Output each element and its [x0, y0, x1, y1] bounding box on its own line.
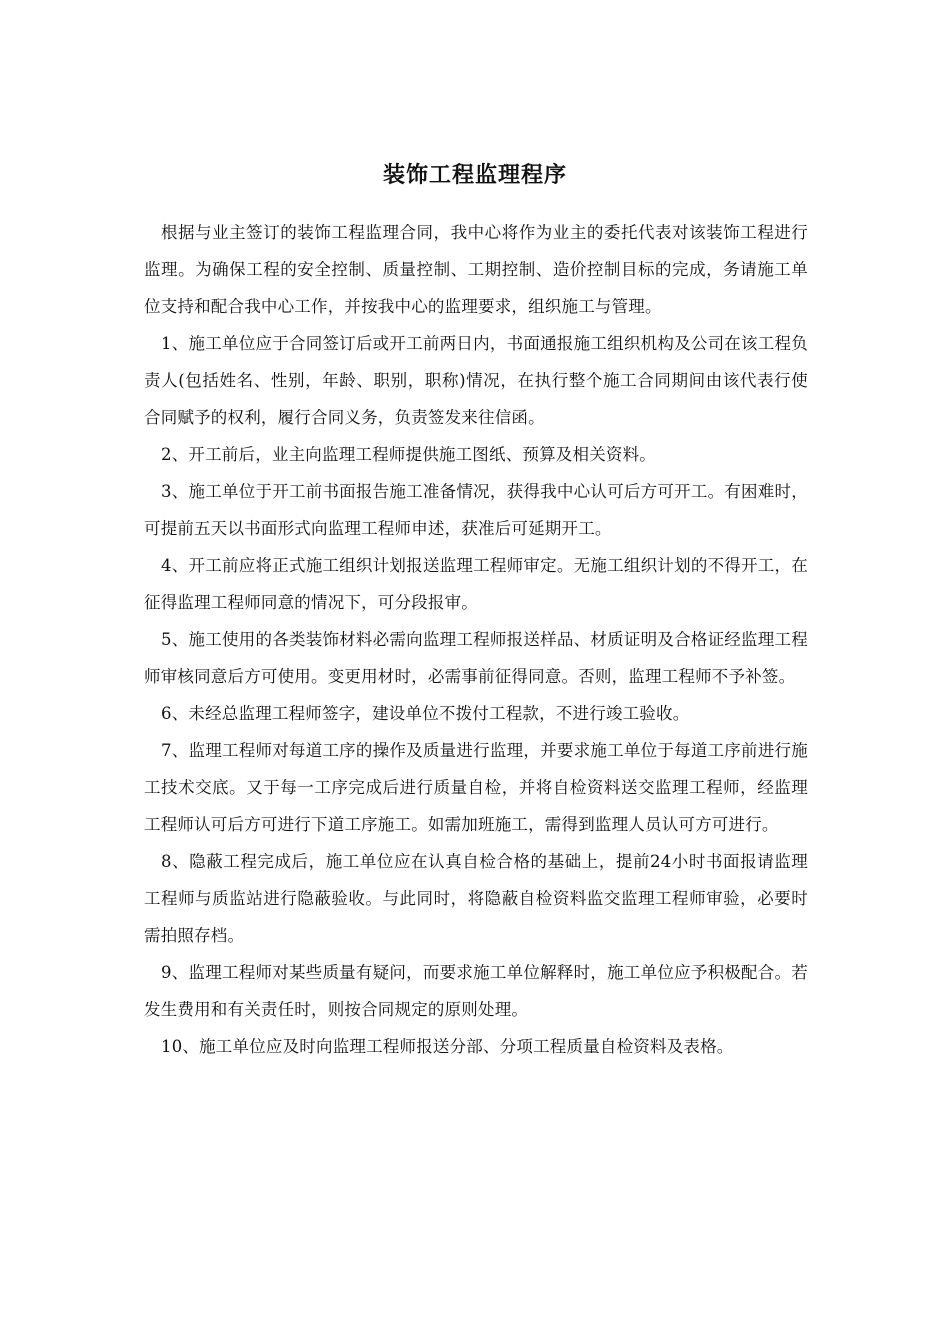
clause-8: 8、隐蔽工程完成后，施工单位应在认真自检合格的基础上，提前24小时书面报请监理工程师与质监站进行隐蔽验收。与此同时，将隐蔽自检资料监交监理工程师审验，必要时需拍照存档。 [144, 852, 808, 945]
intro-paragraph: 根据与业主签订的装饰工程监理合同，我中心将作为业主的委托代表对该装饰工程进行监理。为确保工程的安全控制、质量控制、工期控制、造价控制目标的完成，务请施工单位支持和配合我中心工作，并按我中心的监理要求，组织施工与管理。 [144, 223, 808, 316]
clause-5: 5、施工使用的各类装饰材料必需向监理工程师报送样品、材质证明及合格证经监理工程师审核同意后方可使用。变更用材时，必需事前征得同意。否则，监理工程师不予补签。 [144, 630, 808, 686]
clause-3: 3、施工单位于开工前书面报告施工准备情况，获得我中心认可后方可开工。有困难时，可提前五天以书面形式向监理工程师申述，获准后可延期开工。 [144, 482, 808, 538]
clause-1: 1、施工单位应于合同签订后或开工前两日内，书面通报施工组织机构及公司在该工程负责人(包括姓名、性别，年龄、职别，职称)情况，在执行整个施工合同期间由该代表行使合同赋予的权利，履行合同义务，负责签发来往信函。 [144, 334, 808, 427]
clause-10: 10、施工单位应及时向监理工程师报送分部、分项工程质量自检资料及表格。 [161, 1037, 734, 1056]
document-body [144, 214, 808, 1065]
clause-2: 2、开工前后，业主向监理工程师提供施工图纸、预算及相关资料。 [161, 445, 656, 464]
clause-6: 6、未经总监理工程师签字，建设单位不拨付工程款，不进行竣工验收。 [161, 704, 690, 723]
document-title: 装饰工程监理程序 [382, 163, 567, 188]
clause-7: 7、监理工程师对每道工序的操作及质量进行监理，并要求施工单位于每道工序前进行施工技术交底。又于每一工序完成后进行质量自检，并将自检资料送交监理工程师，经监理工程师认可后方可进行下道工序施工。如需加班施工，需得到监理人员认可方可进行。 [144, 741, 808, 834]
clause-4: 4、开工前应将正式施工组织计划报送监理工程师审定。无施工组织计划的不得开工，在征得监理工程师同意的情况下，可分段报审。 [144, 556, 808, 612]
clause-9: 9、监理工程师对某些质量有疑问，而要求施工单位解释时，施工单位应予积极配合。若发生费用和有关责任时，则按合同规定的原则处理。 [144, 963, 808, 1019]
